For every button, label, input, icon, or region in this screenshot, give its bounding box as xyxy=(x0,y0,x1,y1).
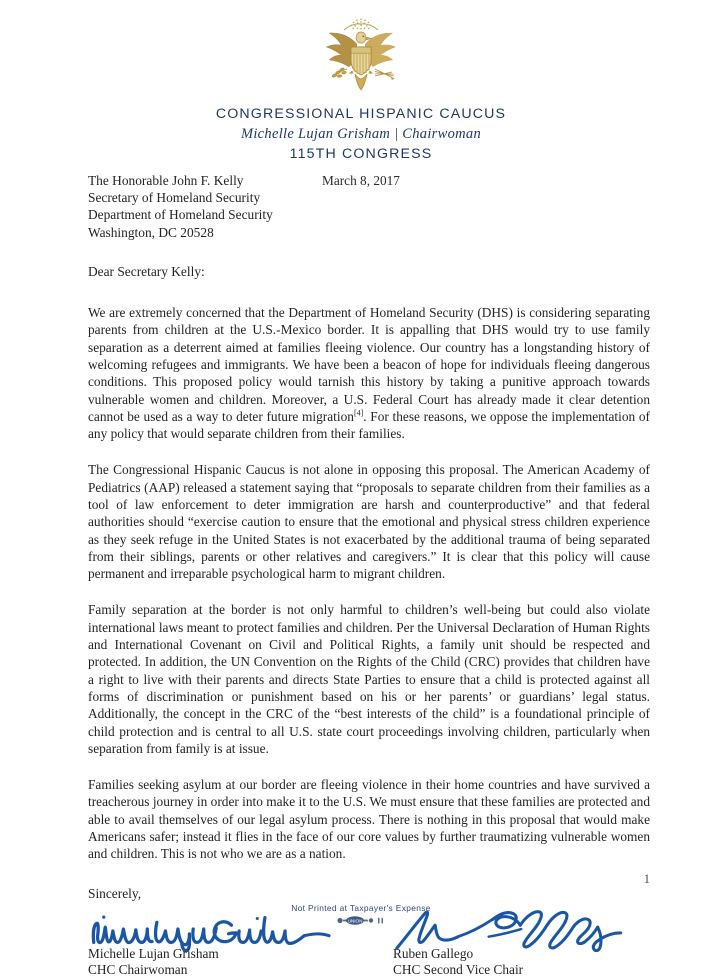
footer-notice: Not Printed at Taxpayer's Expense xyxy=(0,903,722,913)
letterhead xyxy=(0,0,722,189)
signer-title: CHC Chairwoman xyxy=(88,962,369,979)
paragraph-1-part-b: . For these reasons, we oppose the implementation of any policy that would separate children from their families. xyxy=(88,409,650,441)
chair-line: Michelle Lujan Grisham | Chairwoman xyxy=(0,125,722,145)
paragraph-1-part-a: We are extremely concerned that the Department of Homeland Security (DHS) is considering separating parents from children at the U.S.-Mexico border. It is appalling that DHS would try to use family separation as a deterrent aimed at families fleeing violence. Our country has a longstanding history of welcoming refugees and immigrants. We have been a beacon of hope for individuals fleeing dangerous conditions. This proposed policy would tarnish this history by taking a punitive approach towards vulnerable women and children. Moreover, a U.S. Federal Court has already made it clear detention cannot be used as a way to deter future migration xyxy=(88,305,650,424)
organization-name xyxy=(0,106,722,124)
congress-number: 115TH CONGRESS xyxy=(0,145,722,163)
signer-name: Ruben Gallego xyxy=(393,946,650,963)
addressee-line-4: Washington, DC 20528 xyxy=(88,224,650,241)
paragraph-1 xyxy=(88,304,650,442)
paragraph-2: The Congressional Hispanic Caucus is not alone in opposing this proposal. The American Academy of Pediatrics (AAP) released a statement saying that “proposals to separate children from their families as a tool of law enforcement to deter immigration are harsh and counterproductive” and that federal authorities should “exercise caution to ensure that the emotional and physical stress children experience as they seek refuge in the United States is not exacerbated by the additional trauma of being separated from their siblings, parents or other relatives and caregivers.” It is clear that this policy will cause permanent and irreparable psychological harm to migrant children. xyxy=(88,461,650,582)
signer-name: Michelle Lujan Grisham xyxy=(88,946,369,963)
addressee-line-1: The Honorable John F. Kelly xyxy=(88,172,650,189)
svg-text:UNION: UNION xyxy=(348,919,363,924)
footnote-marker-4: [4] xyxy=(354,408,363,417)
union-bug-icon xyxy=(332,915,390,926)
closing: Sincerely, xyxy=(88,885,650,902)
organization-name-text: CONGRESSIONAL HISPANIC CAUCUS xyxy=(216,106,506,122)
paragraph-4: Families seeking asylum at our border are fleeing violence in their home countries and have survived a treacherous journey in order into make it to the U.S. We must ensure that these families are protected and able to avail themselves of our legal asylum process. There is nothing in this proposal that would make Americans safer; instead it flies in the face of our core values by further traumatizing vulnerable women and children. This is not who we are as a nation. xyxy=(88,776,650,862)
addressee-block xyxy=(88,172,650,241)
letter-date: March 8, 2017 xyxy=(0,173,722,189)
letter-body xyxy=(88,172,650,979)
signer-title: CHC Second Vice Chair xyxy=(393,962,650,979)
page-footer xyxy=(0,903,722,926)
page-number: 1 xyxy=(644,872,650,887)
great-seal-icon xyxy=(311,14,411,100)
paragraph-3: Family separation at the border is not only harmful to children’s well-being but could also violate international laws meant to protect families and children. Per the Universal Declaration of Human Rights and International Covenant on Civil and Political Rights, a family unit should be respected and protected. In addition, the UN Convention on the Rights of the Child (CRC) provides that children have a right to live with their parents and directs State Parties to ensure that a child is protected against all forms of discrimination or punishment based on his or her parents’ or guardians’ legal status. Additionally, the concept in the CRC of the “best interests of the child” is a foundational principle of child protection and is central to all U.S. state court proceedings involving children, particularly when separation from family is at issue. xyxy=(88,601,650,757)
addressee-line-2: Secretary of Homeland Security xyxy=(88,189,650,206)
addressee-line-3: Department of Homeland Security xyxy=(88,206,650,223)
salutation: Dear Secretary Kelly: xyxy=(88,263,650,280)
